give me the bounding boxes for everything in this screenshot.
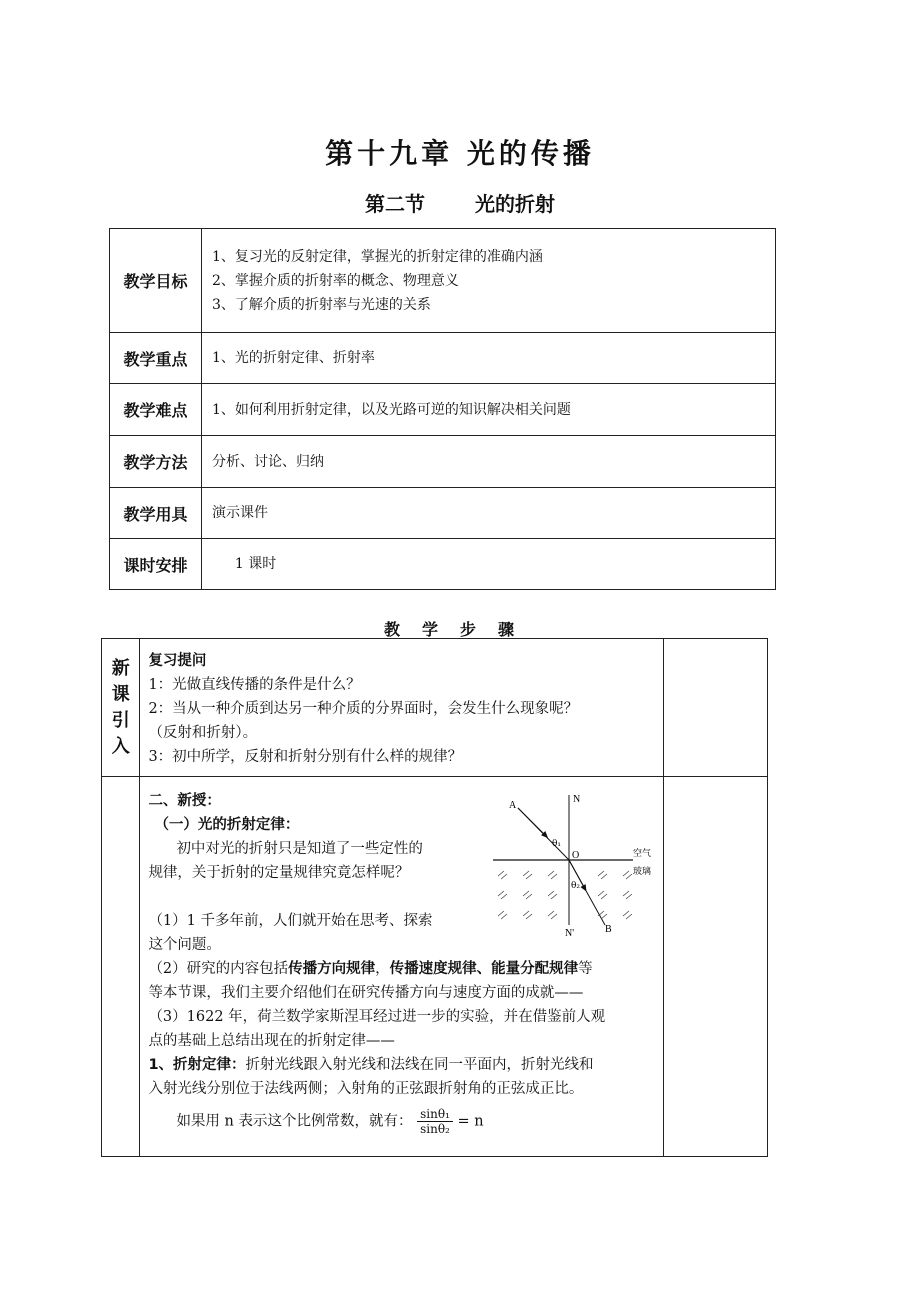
intro-side-label: 新 课 引 入	[102, 639, 140, 777]
overview-key: 教学方法	[110, 436, 202, 488]
label-n-prime: N'	[565, 928, 575, 939]
overview-value: 1、光的折射定律、折射率	[202, 333, 776, 384]
paragraph-line: 规律，关于折射的定量规律究竟怎样呢？	[148, 865, 410, 881]
intro-line: 3：初中所学，反射和折射分别有什么样的规律？	[148, 749, 463, 765]
overview-value	[202, 229, 776, 333]
paragraph-line: 点的基础上总结出现在的折射定律——	[148, 1033, 395, 1049]
section-title: 光的折射	[475, 192, 555, 216]
overview-value: 演示课件	[202, 488, 776, 539]
label-n: N	[573, 794, 581, 805]
refraction-law-line: 入射光线分别位于法线两侧；入射角的正弦跟折射角的正弦成正比。	[148, 1081, 584, 1097]
label-a: A	[509, 800, 517, 811]
chapter-title: 第十九章 光的传播	[325, 137, 595, 170]
refraction-law-line: 1、折射定律：折射光线跟入射光线和法线在同一平面内，折射光线和	[148, 1057, 594, 1073]
label-air: 空气	[633, 849, 652, 859]
formula-line: 如果用 n 表示这个比例常数，就有： $\frac{\text{sinθ₁}}{\text{sinθ₂}}$ = n	[176, 1107, 484, 1136]
overview-value: 1、如何利用折射定律，以及光路可逆的知识解决相关问题	[202, 384, 776, 436]
lesson-overview-table	[109, 228, 776, 590]
notes-cell	[664, 777, 768, 1157]
notes-cell	[664, 639, 768, 777]
refraction-law-heading: （一）光的折射定律：	[154, 817, 300, 833]
intro-line: 1：光做直线传播的条件是什么？	[148, 677, 361, 693]
label-theta1: θ₁	[552, 839, 562, 849]
label-theta2: θ₂	[571, 881, 581, 891]
overview-key: 教学目标	[110, 229, 202, 333]
paragraph-line: 初中对光的折射只是知道了一些定性的	[176, 841, 423, 857]
intro-content	[140, 639, 664, 777]
overview-value: 1 课时	[202, 539, 776, 590]
goal-line: 3、了解介质的折射率与光速的关系	[212, 296, 431, 313]
incident-arrow	[518, 808, 546, 836]
intro-line: 2：当从一种介质到达另一种介质的分界面时，会发生什么现象呢？	[148, 701, 579, 717]
overview-key: 教学难点	[110, 384, 202, 436]
paragraph-line: 这个问题。	[148, 937, 221, 953]
paragraph-line: （1）1 千多年前，人们就开始在思考、探索	[148, 913, 433, 929]
paragraph-line: 等本节课，我们主要介绍他们在研究传播方向与速度方面的成就——	[148, 985, 584, 1001]
paragraph-line: （2）研究的内容包括传播方向规律，传播速度规律、能量分配规律等	[148, 961, 593, 977]
new-lesson-heading: 二、新授：	[148, 793, 221, 809]
section-label: 第二节	[365, 192, 425, 216]
overview-key: 课时安排	[110, 539, 202, 590]
section-subtitle	[0, 188, 920, 217]
label-glass: 玻璃	[633, 867, 652, 877]
glass-hatching	[498, 871, 632, 919]
new-lesson-side	[102, 777, 140, 1157]
overview-value: 分析、讨论、归纳	[202, 436, 776, 488]
refraction-diagram	[393, 790, 663, 940]
intro-line: （反射和折射）。	[148, 725, 258, 741]
overview-key: 教学重点	[110, 333, 202, 384]
label-b: B	[605, 924, 612, 935]
sine-ratio-fraction: $\frac{\text{sinθ₁}}{\text{sinθ₂}}$	[417, 1107, 453, 1136]
paragraph-line: （3）1622 年，荷兰数学家斯涅耳经过进一步的实验，并在借鉴前人观	[148, 1009, 606, 1025]
goal-line: 1、复习光的反射定律，掌握光的折射定律的准确内涵	[212, 248, 543, 265]
overview-key: 教学用具	[110, 488, 202, 539]
goal-line: 2、掌握介质的折射率的概念、物理意义	[212, 272, 459, 289]
label-o: O	[572, 850, 580, 861]
steps-heading: 教学步骤	[383, 620, 536, 639]
intro-heading: 复习提问	[148, 653, 207, 669]
